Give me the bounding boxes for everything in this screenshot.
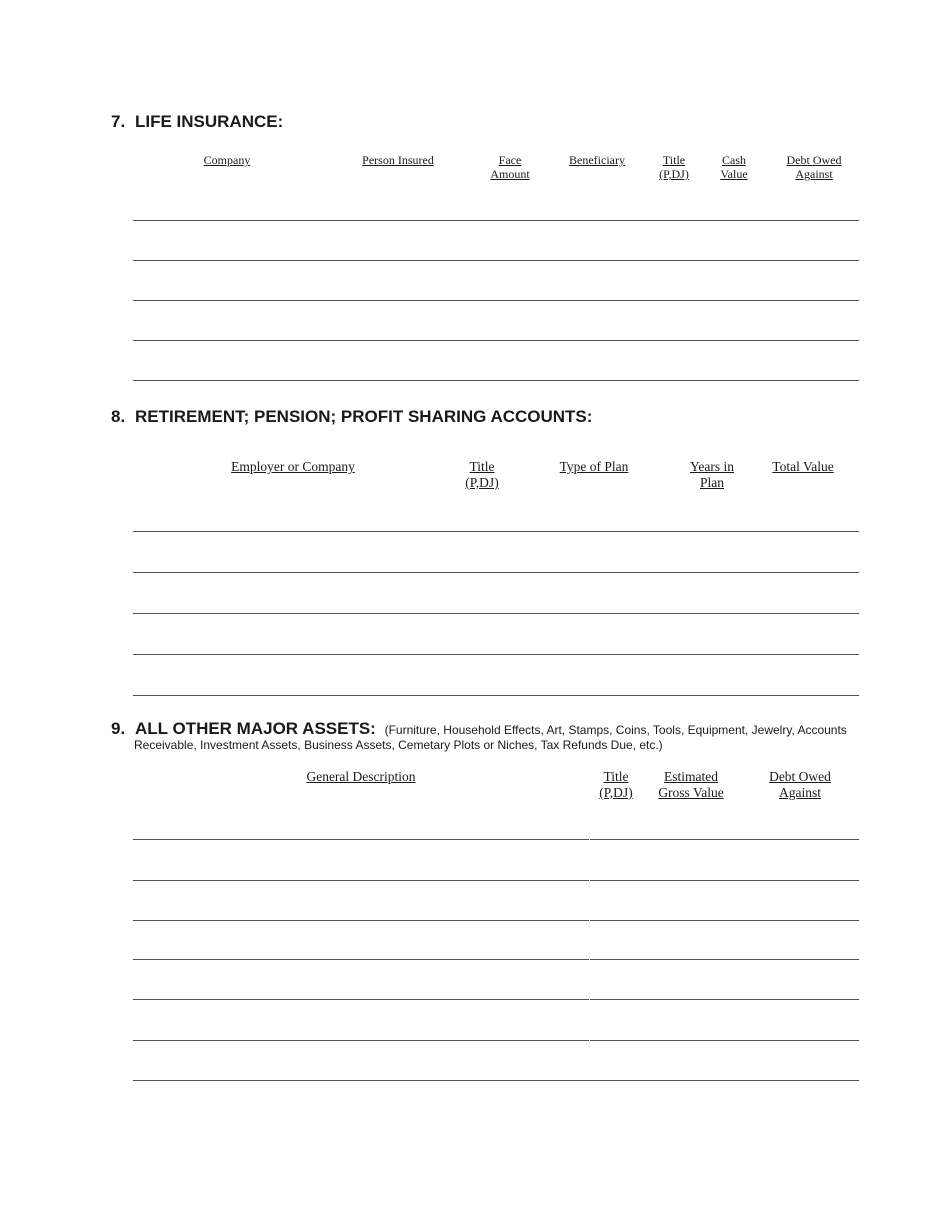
column-header-title: Title (P,DJ): [465, 459, 499, 490]
entry-line[interactable]: [133, 340, 859, 341]
section-title: RETIREMENT; PENSION; PROFIT SHARING ACCOUNTS:: [135, 407, 593, 426]
column-header-title: Title (P,DJ): [599, 769, 633, 800]
entry-line[interactable]: [133, 959, 589, 960]
entry-line[interactable]: [590, 880, 859, 881]
column-header-company: Company: [203, 153, 251, 167]
column-header-total-value: Total Value: [772, 459, 834, 474]
entry-line[interactable]: [133, 999, 589, 1000]
section-note-continued: Receivable, Investment Assets, Business Assets, Cemetary Plots or Niches, Tax Refunds Due, etc.): [134, 738, 663, 752]
entry-line[interactable]: [133, 920, 589, 921]
entry-line[interactable]: [133, 880, 589, 881]
entry-line[interactable]: [133, 260, 859, 261]
entry-line[interactable]: [590, 839, 859, 840]
entry-line[interactable]: [590, 959, 859, 960]
entry-line[interactable]: [133, 654, 859, 655]
entry-line[interactable]: [133, 380, 859, 381]
column-header-years-in-plan: Years in Plan: [689, 459, 735, 490]
entry-line[interactable]: [590, 1040, 859, 1041]
section-number: 7.: [111, 112, 126, 131]
entry-line[interactable]: [133, 300, 859, 301]
section-note: (Furniture, Household Effects, Art, Stamps, Coins, Tools, Equipment, Jewelry, Accounts: [384, 723, 847, 737]
entry-line[interactable]: [133, 220, 859, 221]
column-header-person-insured: Person Insured: [362, 153, 434, 167]
entry-line[interactable]: [133, 839, 589, 840]
section-title: ALL OTHER MAJOR ASSETS:: [135, 719, 376, 738]
column-header-debt-owed: Debt Owed Against: [786, 153, 842, 181]
column-header-debt-owed: Debt Owed Against: [769, 769, 831, 800]
section-title: LIFE INSURANCE:: [135, 112, 284, 131]
column-header-employer: Employer or Company: [231, 459, 355, 474]
entry-line[interactable]: [133, 695, 859, 696]
section-heading: [111, 407, 592, 427]
entry-line[interactable]: [590, 999, 859, 1000]
column-header-face-amount: Face Amount: [490, 153, 530, 181]
entry-line[interactable]: [133, 531, 859, 532]
entry-line[interactable]: [133, 1040, 589, 1041]
section-number: 9.: [111, 719, 126, 738]
column-header-type-of-plan: Type of Plan: [559, 459, 629, 474]
column-header-general-description: General Description: [306, 769, 416, 784]
entry-line[interactable]: [133, 1080, 859, 1081]
entry-line[interactable]: [590, 920, 859, 921]
section-heading: [111, 719, 847, 739]
column-header-estimated-gross-value: Estimated Gross Value: [658, 769, 724, 800]
section-heading: [111, 112, 283, 132]
entry-line[interactable]: [133, 613, 859, 614]
column-header-beneficiary: Beneficiary: [569, 153, 625, 167]
column-header-title: Title (P,DJ): [659, 153, 689, 181]
section-number: 8.: [111, 407, 126, 426]
column-header-cash-value: Cash Value: [720, 153, 748, 181]
entry-line[interactable]: [133, 572, 859, 573]
